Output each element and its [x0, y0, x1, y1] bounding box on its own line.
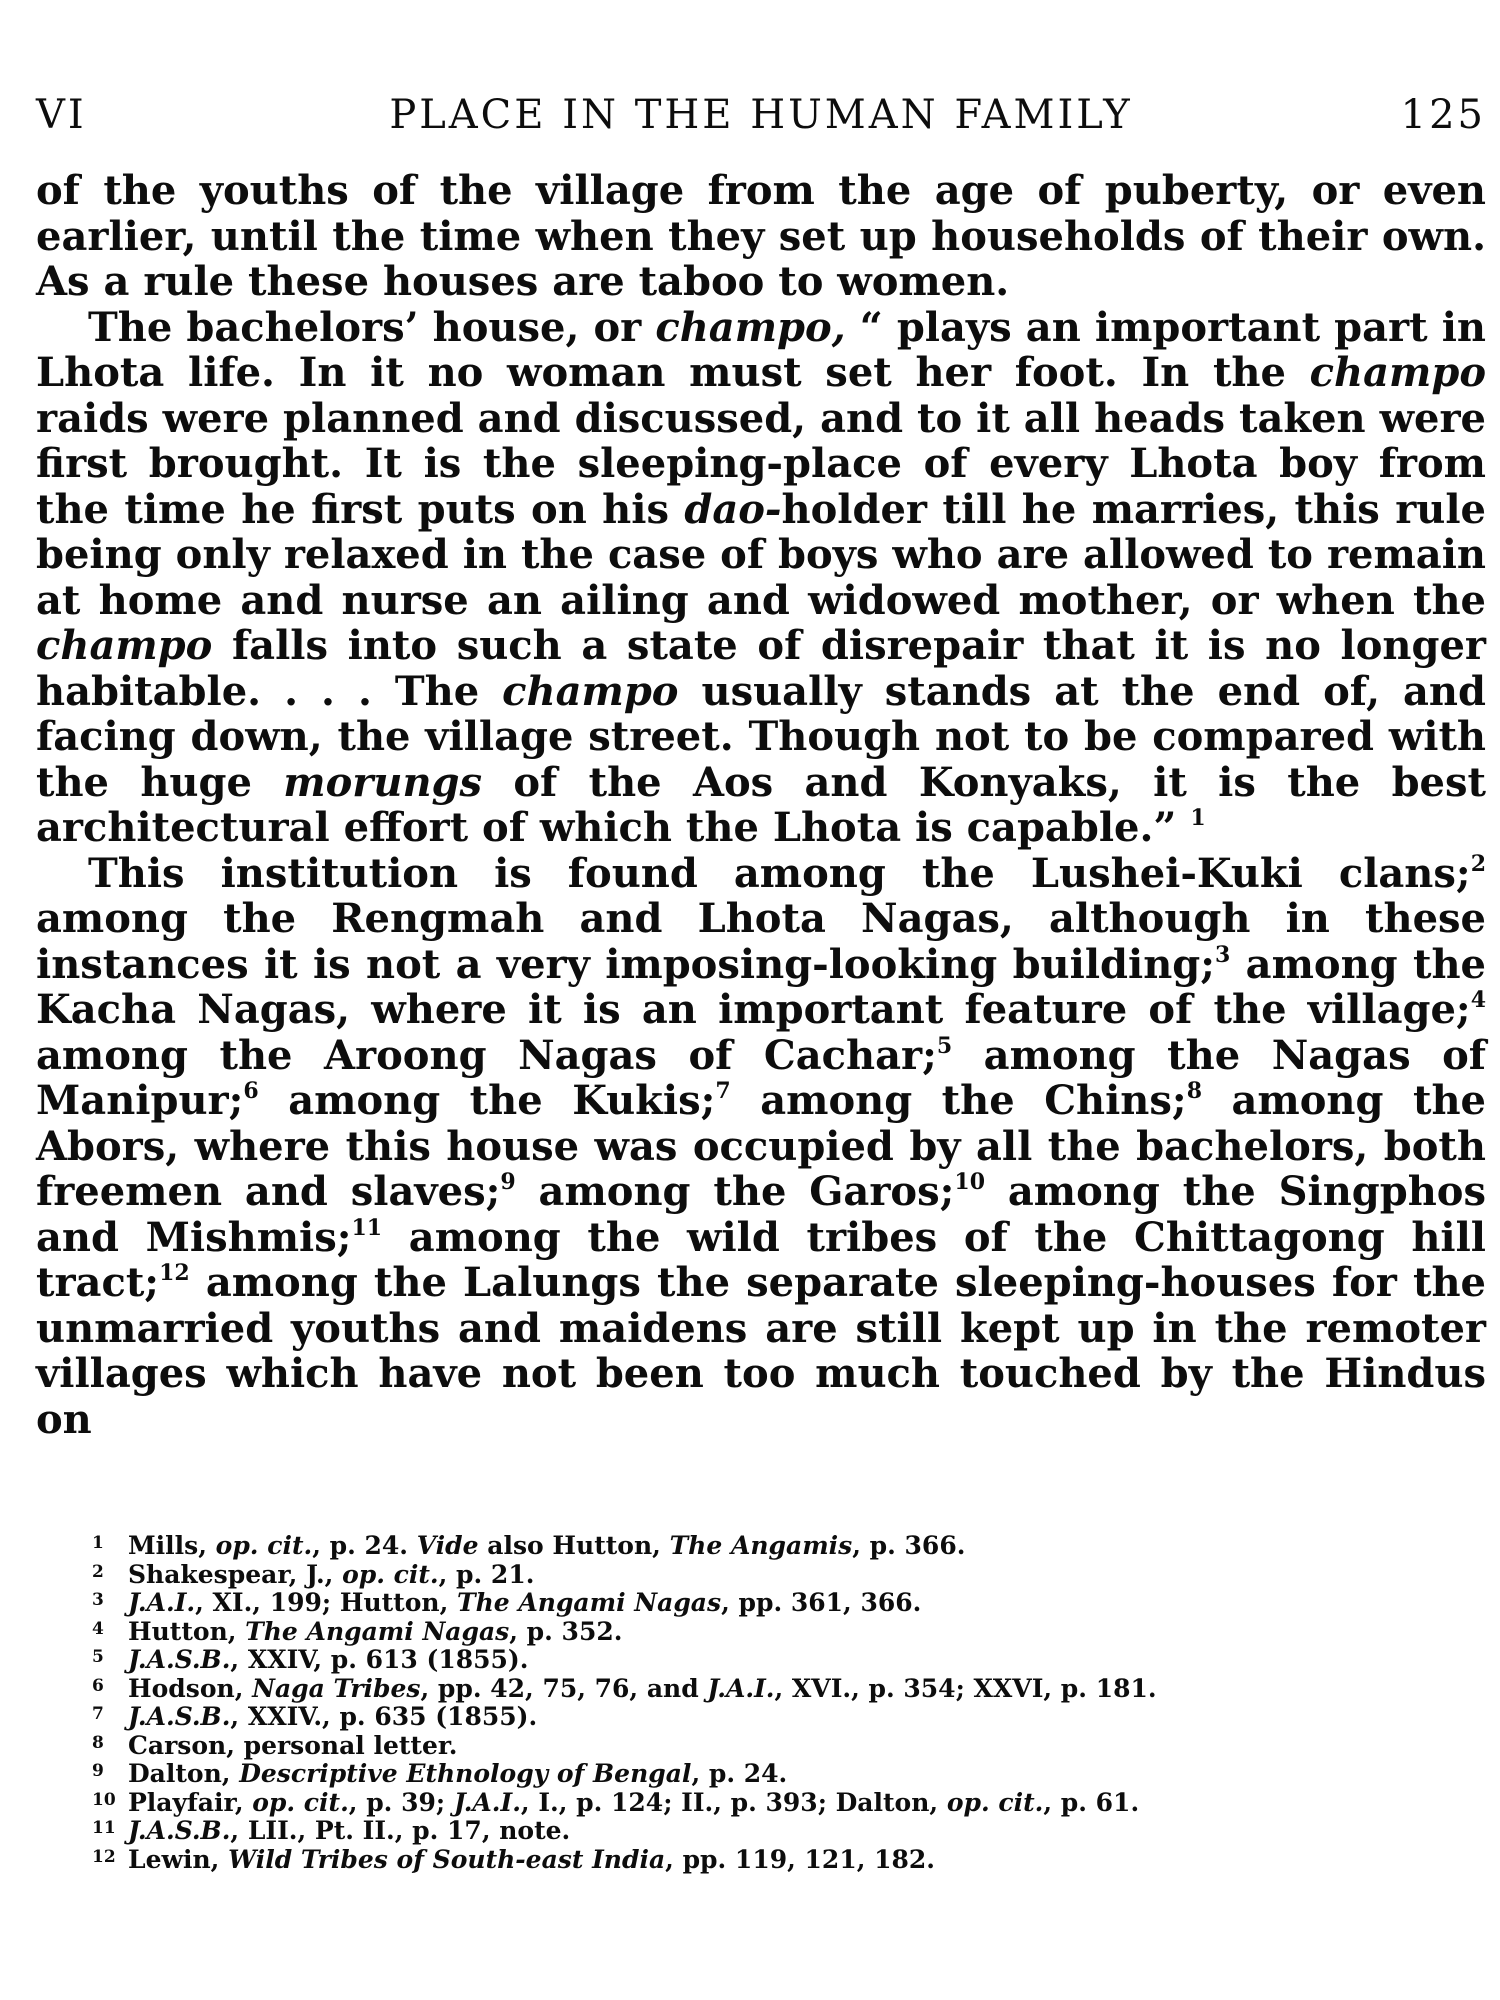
text-run: raids were planned and discussed, and to it all heads taken were first brought. It is the sleeping-place of every Lhota boy from the time he first puts on his [36, 394, 1486, 533]
text-run: Hutton, [128, 1616, 246, 1646]
text-run: among the Chins; [730, 1077, 1187, 1124]
text-run: among the Lalungs the separate sleeping-houses for the unmarried youths and maidens are still kept up in the remoter villages which have not been too much touched by the Hindus on [36, 1259, 1486, 1443]
text-run: , I., p. 124; II., p. 393; Dalton, [520, 1787, 947, 1817]
italic-term: champo [1309, 349, 1486, 396]
italic-term: op. cit. [252, 1787, 349, 1817]
text-run: among the Aroong Nagas of Cachar; [36, 1031, 937, 1079]
italic-term: op. cit. [342, 1559, 439, 1589]
footnote: 4 Hutton, The Angami Nagas, p. 352. [92, 1616, 623, 1646]
italic-term: Naga Tribes [252, 1673, 421, 1703]
text-run: , XXIV, p. 613 (1855). [230, 1645, 529, 1674]
italic-term: dao- [684, 485, 782, 533]
text-run: usually stands at the end of, and facing down, the village street. Though not to be compared with the huge [36, 667, 1486, 806]
italic-term: op. cit. [946, 1787, 1044, 1817]
footnote: 8 Carson, personal letter. [92, 1730, 458, 1760]
text-run: holder till he marries, this rule being only relaxed in the case of boys who are allowed to remain at home and nurse an ailing and widowed mother, or when the [36, 485, 1486, 624]
text-run: , p. 352. [509, 1616, 623, 1646]
italic-term: op. cit. [215, 1531, 313, 1560]
paragraph-continued: of the youths of the village from the age of puberty, or even earlier, until the time when they set up households of their own. As a rule these houses are taboo to women. [36, 167, 1486, 305]
text-run: , p. 366. [852, 1531, 966, 1560]
text-run: Hodson, [128, 1673, 253, 1703]
italic-term: J.A.S.B. [128, 1702, 231, 1731]
italic-term: J.A.I. [128, 1588, 196, 1617]
text-run: of the Aos and Konyaks, it is the best architectural effort of which the Lhota is capable.” [36, 758, 1486, 851]
footnote: 10 Playfair, op. cit., p. 39; J.A.I., I., p. 124; II., p. 393; Dalton, op. cit., p. 61. [92, 1787, 1140, 1817]
footnote: 7 J.A.S.B., XXIV., p. 635 (1855). [92, 1702, 538, 1731]
footnote-ref: 10 [954, 1169, 986, 1195]
text-run: , pp. 119, 121, 182. [665, 1844, 936, 1874]
footnote-ref: 6 [243, 1078, 259, 1104]
text-run: Playfair, [128, 1787, 253, 1817]
text-run: among the Singphos and Mishmis; [36, 1168, 1486, 1261]
footnote-ref: 12 [159, 1260, 190, 1286]
page-number: 125 [1400, 92, 1486, 138]
italic-term: The Angamis [669, 1531, 853, 1560]
text-run: “ plays an important part in Lhota life. In it no woman must set her foot. In the [36, 303, 1486, 396]
footnote-ref: 3 [1215, 941, 1231, 968]
text-run: , p. 24. [691, 1759, 788, 1788]
footnote: 1 Mills, op. cit., p. 24. Vide also Hutton, The Angamis, p. 366. [92, 1531, 966, 1560]
text-run: among the Kacha Nagas, where it is an important feature of the village; [36, 940, 1486, 1033]
footnote-ref: 2 [1470, 850, 1486, 877]
italic-term: J.A.I. [453, 1787, 521, 1817]
italic-term: champo, [655, 303, 846, 351]
text-run: Shakespear, J., [128, 1559, 343, 1589]
text-run: among the wild tribes of the Chittagong hill tract; [36, 1213, 1486, 1306]
text-run: Carson, personal letter. [128, 1730, 458, 1760]
italic-term: champo [36, 622, 213, 669]
text-run: , XVI., p. 354; XXVI, p. 181. [774, 1673, 1157, 1703]
footnote-ref: 7 [715, 1078, 731, 1104]
footnote-ref: 5 [936, 1032, 953, 1059]
italic-term: The Angami Nagas [456, 1588, 722, 1617]
footnote: 12 Lewin, Wild Tribes of South-east India, pp. 119, 121, 182. [92, 1844, 936, 1874]
italic-term: J.A.I. [707, 1673, 775, 1703]
italic-term: champo [502, 667, 679, 715]
text-run: , pp. 42, 75, 76, and [420, 1673, 708, 1703]
italic-term: J.A.S.B. [128, 1645, 231, 1674]
text-run: among the Nagas of Manipur; [36, 1031, 1486, 1124]
footnote-ref: 8 [1186, 1078, 1202, 1104]
text-run: , pp. 361, 366. [721, 1588, 922, 1617]
text-run: , p. 24. [312, 1531, 417, 1560]
text-run: also Hutton, [478, 1531, 670, 1560]
text-run: Dalton, [128, 1759, 240, 1788]
footnote-ref: 4 [1470, 987, 1486, 1013]
footnote-ref: 9 [500, 1169, 516, 1195]
main-text [36, 168, 1486, 1442]
text-run: Mills, [128, 1531, 216, 1560]
paragraph-champo-quote [36, 305, 1486, 851]
chapter-number: VI [36, 92, 87, 138]
text-run: This institution is found among the Lushei-Kuki clans; [88, 849, 1471, 897]
running-title: PLACE IN THE HUMAN FAMILY [389, 92, 1133, 138]
text-run: , p. 21. [438, 1559, 535, 1589]
footnote: 11 J.A.S.B., LII., Pt. II., p. 17, note. [92, 1816, 571, 1845]
text-run: , p. 39; [348, 1787, 454, 1817]
italic-term: The Angami Nagas [245, 1616, 510, 1646]
italic-term: Wild Tribes of South-east India [228, 1844, 666, 1874]
footnote: 2 Shakespear, J., op. cit., p. 21. [92, 1559, 535, 1589]
text-run: falls into such a state of disrepair that it is no longer habitable. . . . The [36, 622, 1486, 715]
italic-term: Vide [416, 1531, 479, 1560]
text-run: , LII., Pt. II., p. 17, note. [230, 1816, 571, 1845]
italic-term: Descriptive Ethnology of Bengal [239, 1759, 692, 1788]
text-run: among the Kukis; [258, 1077, 716, 1124]
text-run: among the Garos; [515, 1168, 955, 1215]
footnote: 5 J.A.S.B., XXIV, p. 613 (1855). [92, 1645, 529, 1674]
running-header [36, 92, 1486, 152]
text-run: , p. 61. [1043, 1787, 1140, 1817]
text-run: among the Rengmah and Lhota Nagas, although in these instances it is not a very imposing-looking building; [36, 895, 1486, 988]
text-run: , XI., 199; Hutton, [195, 1588, 457, 1617]
footnote: 9 Dalton, Descriptive Ethnology of Bengal, p. 24. [92, 1759, 788, 1788]
italic-term: morungs [283, 758, 483, 806]
footnote-ref: 11 [351, 1214, 383, 1241]
text-run: Lewin, [128, 1844, 229, 1874]
footnote-ref: 1 [1190, 805, 1206, 831]
footnote: 6 Hodson, Naga Tribes, pp. 42, 75, 76, and J.A.I., XVI., p. 354; XXVI, p. 181. [92, 1673, 1157, 1703]
paragraph-institution-list [36, 851, 1486, 1443]
footnotes [36, 1532, 1486, 1874]
text-run: among the Abors, where this house was occupied by all the bachelors, both freemen and slaves; [36, 1077, 1486, 1215]
footnote: 3 J.A.I., XI., 199; Hutton, The Angami Nagas, pp. 361, 366. [92, 1588, 922, 1617]
italic-term: J.A.S.B. [128, 1816, 231, 1845]
text-run: The bachelors’ house, or [88, 303, 656, 351]
text-run: , XXIV., p. 635 (1855). [230, 1702, 538, 1731]
